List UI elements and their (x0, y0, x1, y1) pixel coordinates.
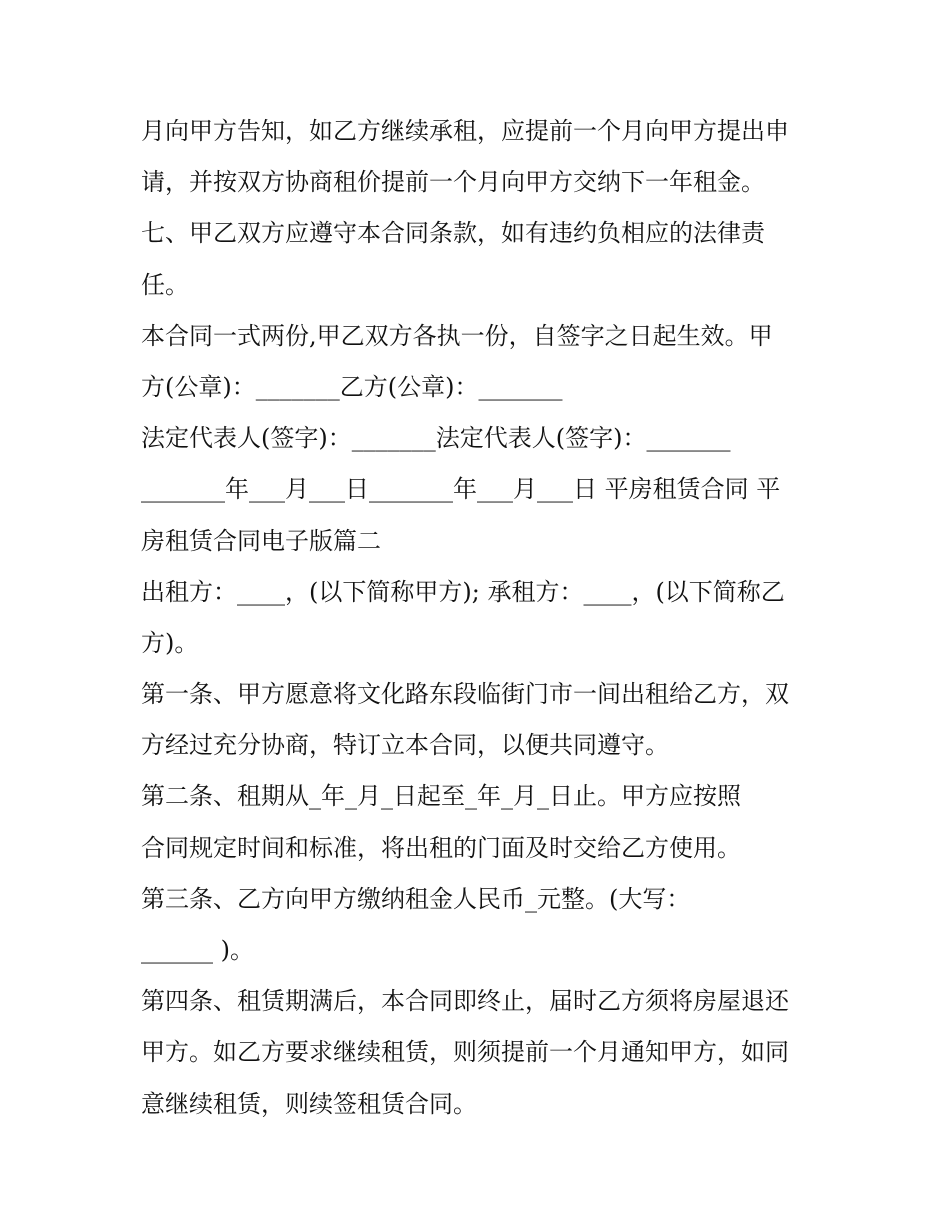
clause-line: 甲方。如乙方要求继续租赁，则须提前一个月通知甲方，如同 (141, 1038, 789, 1067)
text-line: 方)。 (141, 628, 199, 657)
clause-line: 第一条、甲方愿意将文化路东段临街门市一间出租给乙方，双 (141, 680, 789, 709)
text-line: 月向甲方告知，如乙方继续承租，应提前一个月向甲方提出申 (141, 117, 789, 145)
text-line: 七、甲乙双方应遵守本合同条款，如有违约负相应的法律责 (141, 219, 765, 248)
clause-line: 第二条、租期从_年_月_日起至_年_月_日止。甲方应按照 (141, 782, 741, 811)
text-line: 请，并按双方协商租价提前一个月向甲方交纳下一年租金。 (141, 168, 765, 197)
clause-line: 方经过充分协商，特订立本合同，以便共同遵守。 (141, 731, 669, 760)
section-title: 房租赁合同电子版篇二 (141, 526, 381, 555)
signature-line: 方(公章)：_______乙方(公章)：_______ (141, 372, 563, 401)
clause-line: ______ )。 (141, 936, 254, 964)
text-line: 出租方：____，(以下简称甲方); 承租方：____，(以下简称乙 (141, 577, 785, 606)
signature-line: 法定代表人(签字)：_______法定代表人(签字)：_______ (141, 424, 731, 453)
document-body (141, 106, 821, 1130)
clause-line: 第四条、租赁期满后，本合同即终止，届时乙方须将房屋退还 (141, 987, 789, 1016)
text-line: 本合同一式两份,甲乙双方各执一份，自签字之日起生效。甲 (141, 321, 773, 350)
clause-line: 意继续租赁，则续签租赁合同。 (141, 1089, 477, 1118)
clause-line: 第三条、乙方向甲方缴纳租金人民币_元整。(大写： (141, 884, 691, 913)
date-line: _______年___月___日_______年___月___日 平房租赁合同 平 (141, 475, 781, 504)
clause-line: 合同规定时间和标准，将出租的门面及时交给乙方使用。 (141, 833, 741, 862)
text-line: 任。 (141, 270, 189, 299)
